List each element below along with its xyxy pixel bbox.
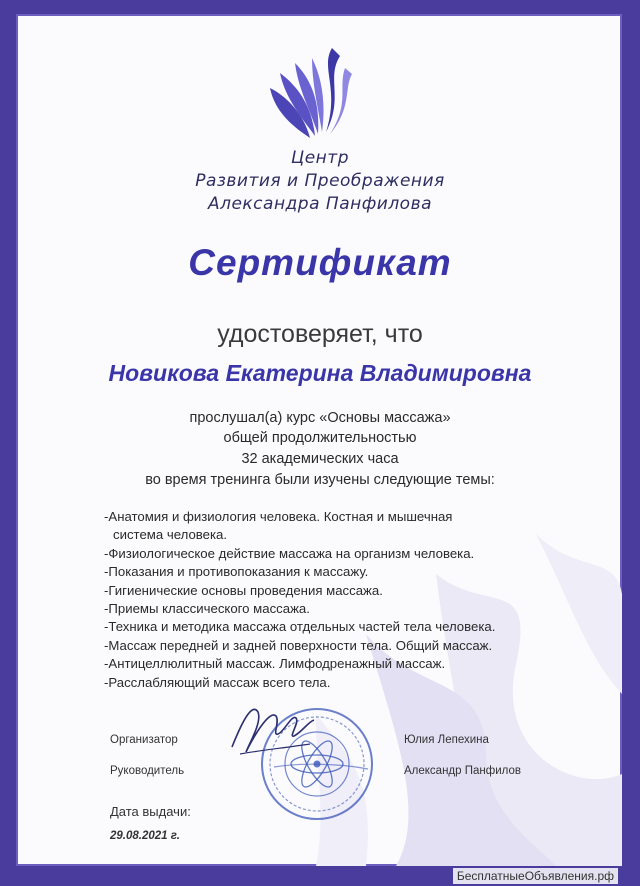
site-watermark: БесплатныеОбъявления.рф: [453, 868, 618, 884]
topic-item: -Приемы классического массажа.: [104, 601, 310, 617]
handwritten-signature-icon: [222, 692, 322, 767]
topic-item: -Массаж передней и задней поверхности тела. Общий массаж.: [104, 637, 493, 653]
course-line-1: прослушал(а) курс «Основы массажа»: [189, 410, 451, 426]
organization-name-line-1: Центр: [291, 148, 349, 168]
course-line-4: во время тренинга были изучены следующие темы:: [145, 472, 495, 488]
topic-item: -Расслабляющий массаж всего тела.: [104, 674, 331, 690]
organizer-name: Юлия Лепехина: [404, 734, 489, 746]
recipient-name: Новикова Екатерина Владимировна: [108, 360, 532, 386]
head-label: Руководитель: [110, 765, 185, 777]
topic-item: система человека.: [113, 527, 228, 543]
head-name: Александр Панфилов: [404, 765, 521, 777]
organization-name-line-2: Развития и Преображения: [195, 171, 445, 191]
topic-item: -Гигиенические основы проведения массажа.: [104, 582, 383, 598]
course-line-3: 32 академических часа: [241, 451, 399, 467]
topics-list: [104, 508, 564, 692]
issue-date-label: Дата выдачи:: [110, 804, 191, 819]
organizer-label: Организатор: [110, 734, 178, 746]
course-line-2: общей продолжительностью: [223, 430, 417, 446]
certifies-text: удостоверяет, что: [217, 320, 423, 348]
organization-name-line-3: Александра Панфилова: [207, 194, 433, 214]
topic-item: -Физиологическое действие массажа на организм человека.: [104, 545, 475, 561]
topic-item: -Показания и противопоказания к массажу.: [104, 564, 369, 580]
topic-item: -Анатомия и физиология человека. Костная и мышечная: [104, 509, 453, 524]
flame-feather-logo-icon: [260, 48, 370, 143]
issue-date-value: 29.08.2021 г.: [110, 830, 180, 842]
certificate-title: Сертификат: [188, 242, 452, 283]
topic-item: -Антицеллюлитный массаж. Лимфодренажный массаж.: [104, 656, 446, 672]
topic-item: -Техника и методика массажа отдельных частей тела человека.: [104, 619, 496, 635]
